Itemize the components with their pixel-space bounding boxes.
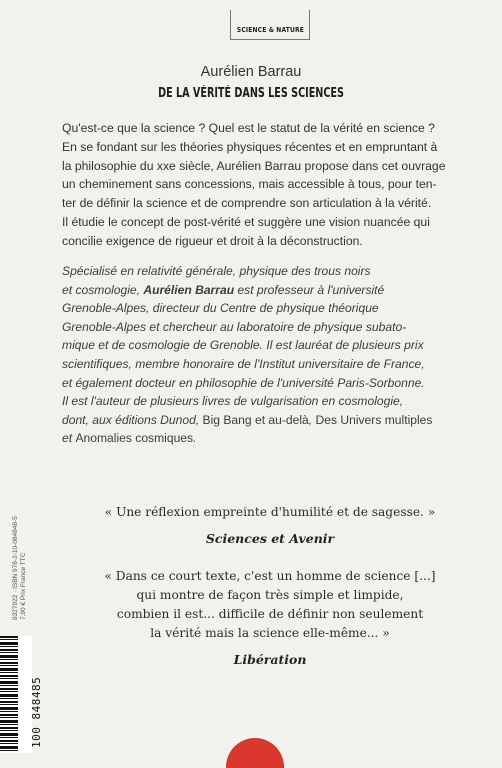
blurb — [62, 119, 472, 251]
bio-text: et — [62, 431, 76, 446]
publisher-logo — [226, 738, 284, 768]
press-quote-line: combien il est... difficile de définir non seulement — [116, 607, 424, 621]
barcode — [0, 636, 43, 753]
blurb-line: ter de définir la science et de comprendre son articulation à la vérité. — [62, 196, 432, 211]
press-source: Libération — [233, 652, 307, 667]
bio-author-name: Aurélien Barrau — [143, 282, 235, 297]
collection-label: SCIENCE & NATURE — [236, 26, 304, 34]
press-quote-line: la vérité mais la science elle-même... » — [150, 626, 390, 640]
blurb-line: la philosophie du xxe siècle, Aurélien Barrau propose dans cet ouvrage — [62, 158, 446, 173]
bio-book-title: Anomalies cosmiques — [75, 431, 194, 446]
bio-text: est professeur à l'université — [234, 282, 385, 297]
bio-text: . — [193, 431, 197, 446]
author-name: Aurélien Barrau — [200, 64, 302, 80]
collection-badge — [230, 10, 310, 40]
bio-text: et cosmologie, — [62, 282, 144, 297]
bio-line: Grenoble-Alpes et chercheur au laboratoire de physique subato- — [62, 319, 407, 334]
bio-text: dont, aux éditions Dunod, — [62, 412, 203, 427]
blurb-line: Il étudie le concept de post-vérité et suggère une vision nuancée qui — [62, 214, 430, 229]
blurb-line: Qu'est-ce que la science ? Quel est le statut de la vérité en science ? — [62, 121, 435, 135]
press-quote-line: « Dans ce court texte, c'est un homme de science [...] — [104, 569, 436, 583]
press-quote: « Une réflexion empreinte d'humilité et de sagesse. » — [104, 505, 436, 519]
price-text: 7,90 € Prix France TTC — [20, 552, 27, 620]
isbn-price-text — [0, 516, 27, 630]
bio-line — [62, 429, 472, 448]
blurb-line: un cheminement sans concessions, mais accessible à tous, pour ten- — [62, 177, 437, 192]
press-source: Sciences et Avenir — [205, 531, 335, 546]
barcode-bars — [0, 636, 18, 753]
bio-text: , — [308, 412, 316, 427]
book-title: DE LA VÉRITÉ DANS LES SCIENCES — [158, 86, 344, 101]
bio-line: Il est l'auteur de plusieurs livres de vulgarisation en cosmologie, — [62, 394, 404, 409]
isbn-text: 8327922 · ISBN 978-2-10-084848-5 — [12, 516, 19, 620]
barcode-number: 100 848485 — [30, 676, 43, 748]
bio-line: Grenoble-Alpes, directeur du Centre de physique théorique — [62, 301, 379, 316]
bio-line: mique et de cosmologie de Grenoble. Il est lauréat de plusieurs prix — [62, 338, 424, 353]
author-bio — [62, 262, 472, 448]
press-quote-line: qui montre de façon très simple et limpide, — [136, 588, 404, 602]
blurb-line: concilie exigence de rigueur et droit à la déconstruction. — [62, 233, 363, 248]
bio-book-title: Des Univers multiples — [315, 412, 433, 427]
bio-line: scientifiques, membre honoraire de l'Institut universitaire de France, — [62, 356, 425, 371]
bio-line: et également docteur en philosophie de l'université Paris-Sorbonne. — [62, 375, 425, 390]
bio-line — [62, 281, 472, 300]
bio-book-title: Big Bang et au-delà — [202, 412, 309, 427]
bio-line: Spécialisé en relativité générale, physique des trous noirs — [62, 264, 371, 278]
bio-line — [62, 411, 472, 430]
blurb-line: En se fondant sur les théories physiques récentes et en empruntant à — [62, 139, 438, 154]
